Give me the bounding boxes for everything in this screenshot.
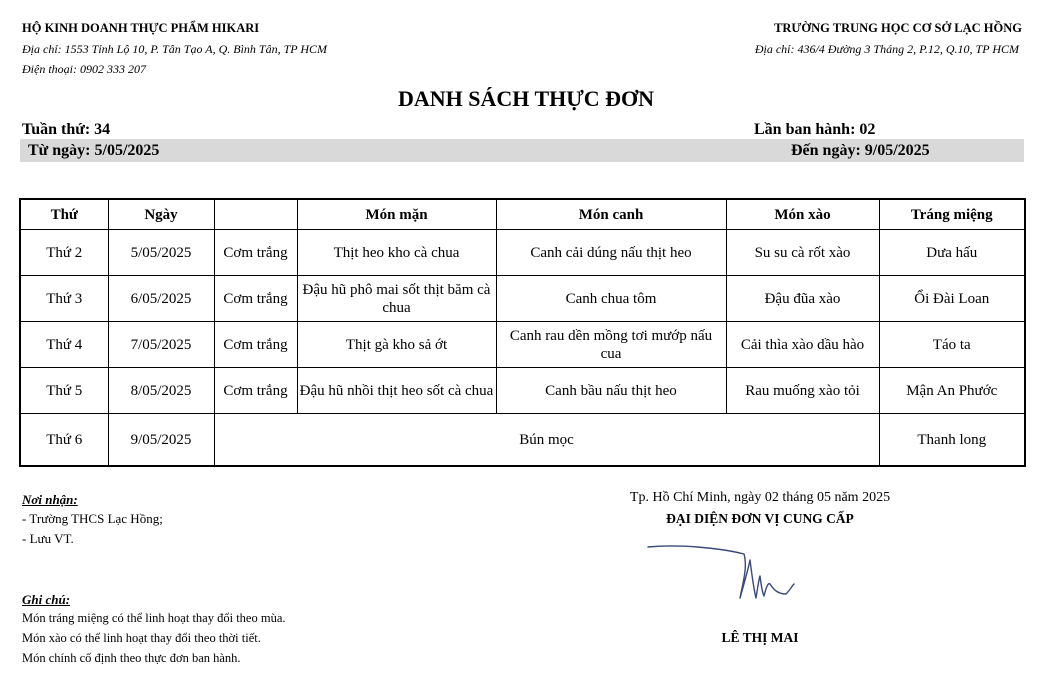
from-date: Từ ngày: 5/05/2025 — [28, 142, 160, 159]
cell-stirfry: Su su cà rốt xào — [726, 230, 879, 276]
header-soup: Món canh — [496, 199, 726, 230]
cell-date: 8/05/2025 — [108, 368, 214, 414]
cell-day: Thứ 5 — [20, 368, 108, 414]
supplier-address: Địa chỉ: 1553 Tỉnh Lộ 10, P. Tân Tạo A, Q. Bình Tân, TP HCM — [22, 42, 328, 56]
recipient-item: - Lưu VT. — [22, 531, 74, 546]
cell-date: 7/05/2025 — [108, 322, 214, 368]
cell-day: Thứ 6 — [20, 414, 108, 467]
header-stirfry: Món xào — [726, 199, 879, 230]
signature-date-line: Tp. Hồ Chí Minh, ngày 02 tháng 05 năm 2025 — [629, 490, 891, 505]
signature-title: ĐẠI DIỆN ĐƠN VỊ CUNG CẤP — [666, 511, 854, 526]
signer-name: LÊ THỊ MAI — [721, 630, 799, 645]
cell-day: Thứ 2 — [20, 230, 108, 276]
cell-rice: Cơm trắng — [214, 276, 297, 322]
supplier-phone: Điện thoại: 0902 333 207 — [22, 62, 146, 76]
cell-day: Thứ 4 — [20, 322, 108, 368]
cell-soup: Canh chua tôm — [496, 276, 726, 322]
table-row — [20, 230, 1025, 276]
table-row — [20, 322, 1025, 368]
note-item: Món xào có thể linh hoạt thay đổi theo thời tiết. — [22, 631, 261, 645]
cell-dessert: Dưa hấu — [879, 230, 1025, 276]
note-item: Món tráng miệng có thể linh hoạt thay đổi theo mùa. — [22, 611, 286, 625]
cell-main: Đậu hũ phô mai sốt thịt băm cà chua — [297, 276, 496, 322]
note-item: Món chính cố định theo thực đơn ban hành. — [22, 651, 241, 665]
cell-dessert: Thanh long — [879, 414, 1025, 467]
cell-stirfry: Cải thìa xào dầu hào — [726, 322, 879, 368]
header-day: Thứ — [20, 199, 108, 230]
cell-rice: Cơm trắng — [214, 368, 297, 414]
cell-stirfry: Đậu đũa xào — [726, 276, 879, 322]
cell-dessert: Mận An Phước — [879, 368, 1025, 414]
cell-day: Thứ 3 — [20, 276, 108, 322]
menu-table — [19, 198, 1026, 467]
cell-special-dish: Bún mọc — [214, 414, 879, 467]
cell-dessert: Ổi Đài Loan — [879, 276, 1025, 322]
school-address: Địa chỉ: 436/4 Đường 3 Tháng 2, P.12, Q.10, TP HCM — [754, 42, 1019, 56]
cell-main: Đậu hũ nhồi thịt heo sốt cà chua — [297, 368, 496, 414]
supplier-name: HỘ KINH DOANH THỰC PHẨM HIKARI — [22, 21, 260, 35]
date-range-row — [20, 139, 1024, 162]
table-header-row — [20, 199, 1025, 230]
cell-stirfry: Rau muống xào tỏi — [726, 368, 879, 414]
cell-soup: Canh bầu nấu thịt heo — [496, 368, 726, 414]
header-date: Ngày — [108, 199, 214, 230]
document-title: DANH SÁCH THỰC ĐƠN — [397, 86, 655, 111]
cell-rice: Cơm trắng — [214, 322, 297, 368]
header-rice — [214, 199, 297, 230]
header-main-dish: Món mặn — [297, 199, 496, 230]
cell-main: Thịt gà kho sả ớt — [297, 322, 496, 368]
cell-rice: Cơm trắng — [214, 230, 297, 276]
cell-date: 9/05/2025 — [108, 414, 214, 467]
header-dessert: Tráng miệng — [879, 199, 1025, 230]
cell-dessert: Táo ta — [879, 322, 1025, 368]
table-row — [20, 276, 1025, 322]
handwritten-signature — [640, 540, 810, 610]
cell-date: 5/05/2025 — [108, 230, 214, 276]
cell-soup: Canh rau dền mồng tơi mướp nấu cua — [496, 322, 726, 368]
issue-number: Lần ban hành: 02 — [754, 121, 876, 138]
cell-soup: Canh cải dúng nấu thịt heo — [496, 230, 726, 276]
week-info-row — [20, 120, 1024, 139]
notes-title: Ghi chú: — [22, 592, 71, 607]
to-date: Đến ngày: 9/05/2025 — [791, 142, 930, 159]
cell-date: 6/05/2025 — [108, 276, 214, 322]
recipient-item: - Trường THCS Lạc Hồng; — [22, 511, 163, 526]
recipients-title: Nơi nhận: — [22, 492, 78, 507]
week-number: Tuần thứ: 34 — [22, 121, 111, 138]
table-row — [20, 414, 1025, 467]
table-row — [20, 368, 1025, 414]
cell-main: Thịt heo kho cà chua — [297, 230, 496, 276]
school-name: TRƯỜNG TRUNG HỌC CƠ SỞ LẠC HỒNG — [774, 21, 1022, 35]
